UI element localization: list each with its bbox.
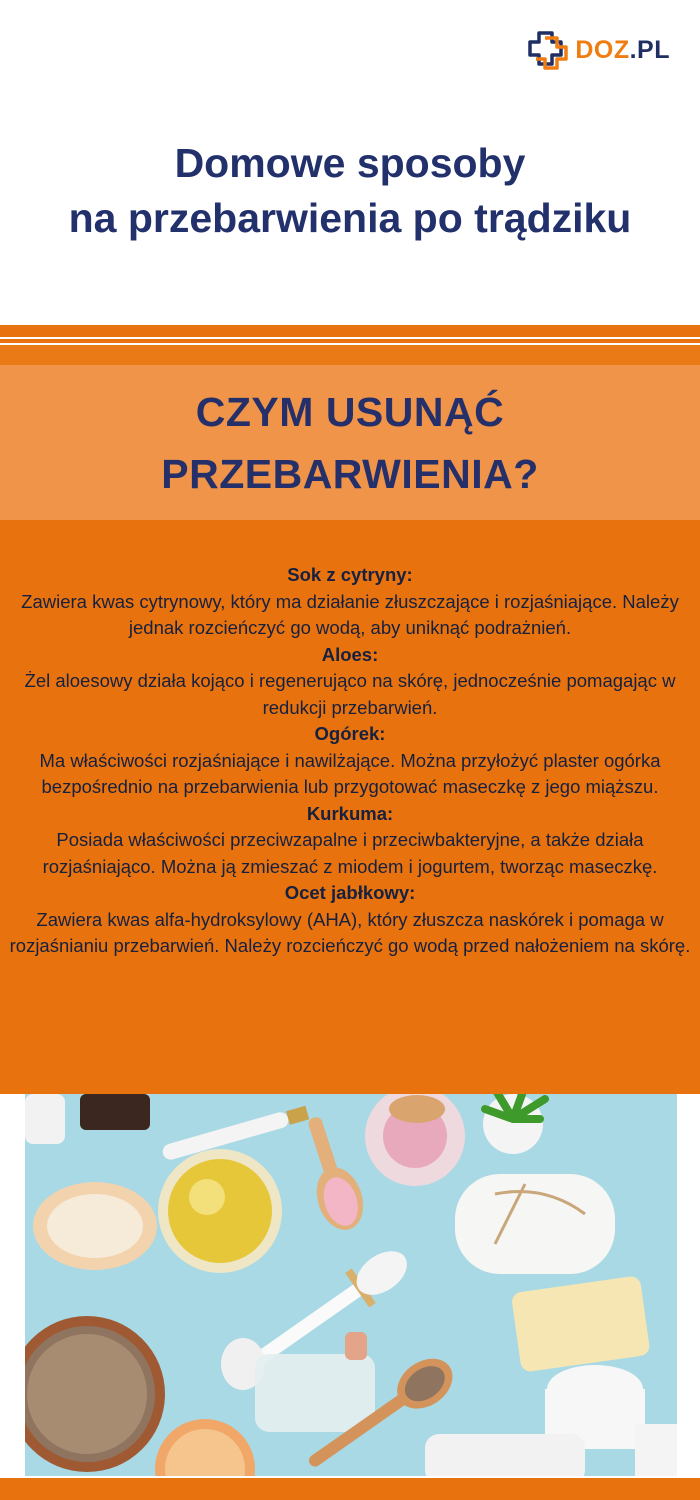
footer-stripe [0,1478,700,1500]
remedy-title: Aloes: [321,643,379,665]
remedy-description: Zawiera kwas cytrynowy, który ma działanie złuszczające i rozjaśniające. Należy jednak rozcieńczyć go wodą, aby uniknąć podrażnień. [21,590,679,638]
remedy-title: Ocet jabłkowy: [284,882,416,903]
remedy-description: Posiada właściwości przeciwzapalne i przeciwbakteryjne, a także działa rozjaśniająco. Można ją zmieszać z miodem i jogurtem, tworząc maseczkę. [42,829,658,877]
question-banner [0,365,700,520]
remedy-description: Ma właściwości rozjaśniające i nawilżające. Można przyłożyć plaster ogórka bezpośrednio na przebarwienia lub przygotować maseczkę z jego miąższu. [39,749,661,797]
brand-name [575,36,670,65]
divider-stripe-mid [0,345,700,365]
brand-name-main: DOZ [575,35,630,64]
brand-logo[interactable] [525,30,670,70]
page-title-line2: na przebarwienia po trądziku [68,195,632,241]
remedy-item [0,642,700,722]
page-title-line1: Domowe sposoby [174,140,526,186]
remedy-title: Sok z cytryny: [287,564,413,585]
remedy-item [0,880,700,960]
remedy-item [0,562,700,642]
remedy-title: Ogórek: [314,723,386,744]
remedies-list [0,562,700,960]
cosmetics-photo [25,1094,677,1476]
page-title [0,136,700,246]
medical-cross-icon [525,30,569,70]
section-heading-line1: CZYM USUNĄĆ [195,388,505,435]
remedy-title: Kurkuma: [306,802,394,824]
divider-stripe [0,325,700,337]
divider-stripe-thin [0,339,700,343]
section-heading-line2: PRZEBARWIENIA? [161,450,539,497]
remedy-description: Zawiera kwas alfa-hydroksylowy (AHA), który złuszcza naskórek i pomaga w rozjaśnianiu przebarwień. Należy rozcieńczyć go wodą przed nałożeniem na skórę. [9,908,691,956]
section-heading [161,381,539,505]
remedy-item [0,721,700,801]
remedy-item [0,801,700,881]
brand-name-suffix: .PL [629,35,670,64]
remedy-description: Żel aloesowy działa kojąco i regenerująco na skórę, jednocześnie pomagając w redukcji przebarwień. [24,670,676,718]
